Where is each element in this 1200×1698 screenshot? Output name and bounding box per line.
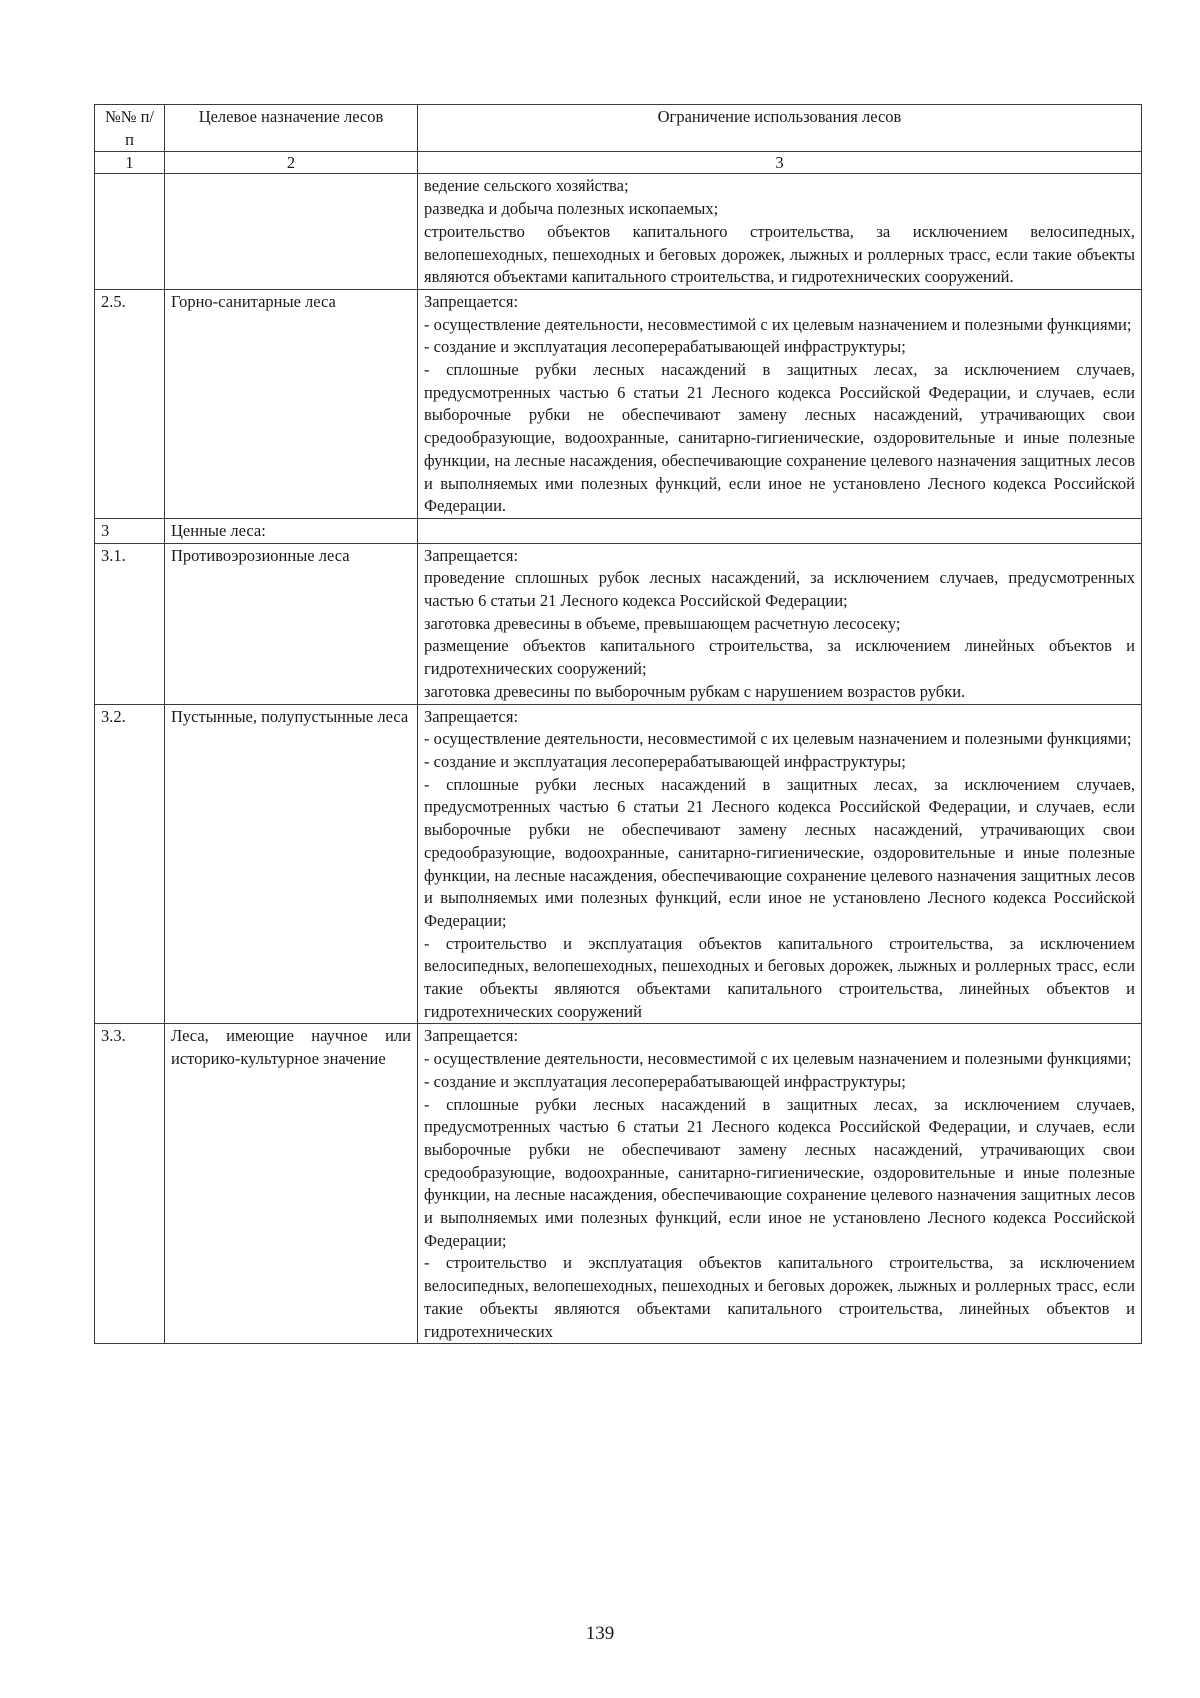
row-number: 3.1. bbox=[95, 543, 165, 704]
restriction-paragraph: - осуществление деятельности, несовместимой с их целевым назначением и полезными функциями; bbox=[424, 1049, 1132, 1069]
row-number: 3 bbox=[95, 518, 165, 543]
row-number: 2.5. bbox=[95, 289, 165, 518]
restriction-paragraph: - осуществление деятельности, несовместимой с их целевым назначением и полезными функциями; bbox=[424, 729, 1132, 749]
table-row bbox=[95, 704, 1142, 1024]
restriction-text bbox=[418, 543, 1142, 704]
restriction-paragraph: заготовка древесины по выборочным рубкам с нарушением возрастов рубки. bbox=[424, 681, 966, 701]
restriction-paragraph: - осуществление деятельности, несовместимой с их целевым назначением и полезными функциями; bbox=[424, 314, 1132, 334]
forest-purpose: Ценные леса: bbox=[165, 518, 418, 543]
restriction-paragraph: - сплошные рубки лесных насаждений в защитных лесах, за исключением случаев, предусмотренных частью 6 статьи 21 Лесного кодекса Российской Федерации, и случаев, если выборочные рубки не обеспечивают замену лесных насаждений, утрачивающих свои средообразующие, водоохранные, санитарно-гигиенические, оздоровительные и иные полезные функции, на лесные насаждения, обеспечивающие сохранение целевого назначения защитных лесов и выполняемых ими полезных функций, если иное не установлено Лесного кодекса Российской Федерации; bbox=[424, 774, 1135, 930]
header-restrictions: Ограничение использования лесов bbox=[418, 105, 1142, 152]
restriction-paragraph: - создание и эксплуатация лесоперерабатывающей инфраструктуры; bbox=[424, 1071, 906, 1091]
table-row bbox=[95, 174, 1142, 290]
restriction-paragraph: - строительство и эксплуатация объектов капитального строительства, за исключением велосипедных, велопешеходных, пешеходных и беговых дорожек, лыжных и роллерных трасс, если такие объекты являются объектами капитального строительства, линейных объектов и гидротехнических сооружений bbox=[424, 933, 1135, 1021]
page-number: 139 bbox=[585, 1623, 615, 1644]
restriction-paragraph: - сплошные рубки лесных насаждений в защитных лесах, за исключением случаев, предусмотренных частью 6 статьи 21 Лесного кодекса Российской Федерации, и случаев, если выборочные рубки не обеспечивают замену лесных насаждений, утрачивающих свои средообразующие, водоохранные, санитарно-гигиенические, оздоровительные и иные полезные функции, на лесные насаждения, обеспечивающие сохранение целевого назначения защитных лесов и выполняемых ими полезных функций, если иное не установлено Лесного кодекса Российской Федерации. bbox=[424, 360, 1135, 516]
forest-purpose: Пустынные, полупустынные леса bbox=[165, 704, 418, 1024]
restriction-paragraph: - сплошные рубки лесных насаждений в защитных лесах, за исключением случаев, предусмотренных частью 6 статьи 21 Лесного кодекса Российской Федерации, и случаев, если выборочные рубки не обеспечивают замену лесных насаждений, утрачивающих свои средообразующие, водоохранные, санитарно-гигиенические, оздоровительные и иные полезные функции, на лесные насаждения, обеспечивающие сохранение целевого назначения защитных лесов и выполняемых ими полезных функций, если иное не установлено Лесного кодекса Российской Федерации; bbox=[424, 1094, 1135, 1250]
restriction-paragraph: размещение объектов капитального строительства, за исключением линейных объектов и гидротехнических сооружений; bbox=[424, 636, 1135, 679]
column-numbering-row bbox=[95, 152, 1142, 174]
column-number: 2 bbox=[165, 152, 418, 174]
restriction-paragraph: Запрещается: bbox=[424, 1026, 519, 1046]
restriction-paragraph: строительство объектов капитального строительства, за исключением велосипедных, велопешеходных, пешеходных и беговых дорожек, лыжных и роллерных трасс, если такие объекты являются объектами капитального строительства, и гидротехнических сооружений. bbox=[424, 221, 1135, 287]
row-number: 3.3. bbox=[95, 1024, 165, 1344]
restriction-paragraph: заготовка древесины в объеме, превышающем расчетную лесосеку; bbox=[424, 613, 901, 633]
header-purpose: Целевое назначение лесов bbox=[165, 105, 418, 152]
restriction-paragraph: Запрещается: bbox=[424, 291, 519, 311]
restriction-text bbox=[418, 174, 1142, 290]
table-row bbox=[95, 1024, 1142, 1344]
column-number: 1 bbox=[95, 152, 165, 174]
forest-purpose bbox=[165, 174, 418, 290]
forest-purpose: Горно-санитарные леса bbox=[165, 289, 418, 518]
restriction-paragraph: - создание и эксплуатация лесоперерабатывающей инфраструктуры; bbox=[424, 751, 906, 771]
table-row bbox=[95, 518, 1142, 543]
restriction-paragraph: разведка и добыча полезных ископаемых; bbox=[424, 199, 719, 219]
column-number: 3 bbox=[418, 152, 1142, 174]
restriction-text bbox=[418, 1024, 1142, 1344]
restriction-text bbox=[418, 704, 1142, 1024]
header-number: №№ п/п bbox=[95, 105, 165, 152]
restriction-text bbox=[418, 518, 1142, 543]
table-header-row bbox=[95, 105, 1142, 152]
row-number: 3.2. bbox=[95, 704, 165, 1024]
forest-purpose: Противоэрозионные леса bbox=[165, 543, 418, 704]
table-row bbox=[95, 289, 1142, 518]
restriction-text bbox=[418, 289, 1142, 518]
restriction-paragraph: - строительство и эксплуатация объектов капитального строительства, за исключением велосипедных, велопешеходных, пешеходных и беговых дорожек, лыжных и роллерных трасс, если такие объекты являются объектами капитального строительства, линейных объектов и гидротехнических bbox=[424, 1253, 1135, 1341]
table-row bbox=[95, 543, 1142, 704]
restriction-paragraph: проведение сплошных рубок лесных насаждений, за исключением случаев, предусмотренных частью 6 статьи 21 Лесного кодекса Российской Федерации; bbox=[424, 568, 1135, 611]
forest-purpose: Леса, имеющие научное или историко-культурное значение bbox=[165, 1024, 418, 1344]
restriction-paragraph: Запрещается: bbox=[424, 706, 519, 726]
restriction-paragraph: - создание и эксплуатация лесоперерабатывающей инфраструктуры; bbox=[424, 337, 906, 357]
restriction-paragraph: Запрещается: bbox=[424, 545, 519, 565]
row-number bbox=[95, 174, 165, 290]
restriction-paragraph: ведение сельского хозяйства; bbox=[424, 176, 629, 196]
forest-restrictions-table bbox=[94, 104, 1142, 1344]
